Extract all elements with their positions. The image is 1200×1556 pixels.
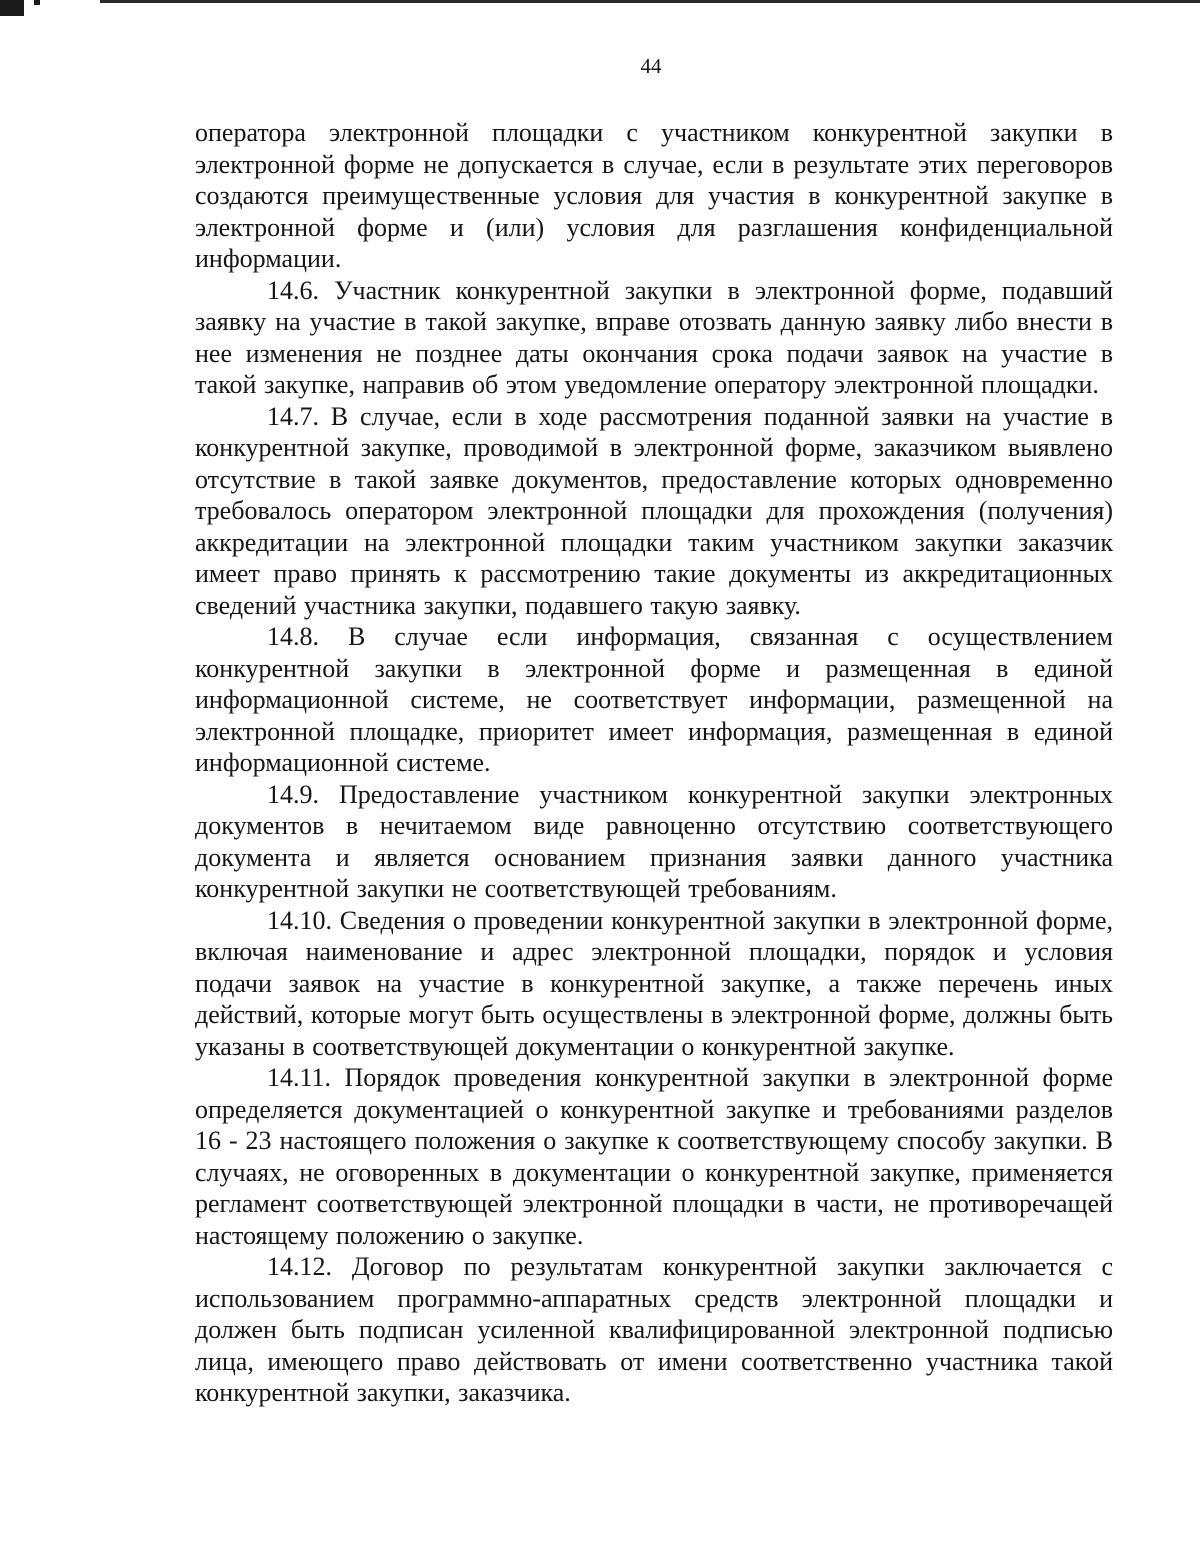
paragraph-14-8: 14.8. В случае если информация, связанная с осуществлением конкурентной закупки в электронной форме и размещенная в единой информационной системе, не соответствует информации, размещенной на электронной площадке, приоритет имеет информация, размещенная в единой информационной системе. (195, 622, 1113, 777)
scan-corner-mark (0, 0, 24, 16)
document-body (195, 117, 1113, 1409)
page-number: 44 (640, 54, 662, 78)
paragraph-14-7: 14.7. В случае, если в ходе рассмотрения поданной заявки на участие в конкурентной закупке, проводимой в электронной форме, заказчиком выявлено отсутствие в такой заявке документов, предоставление которых одновременно требовалось оператором электронной площадки для прохождения (получения) аккредитации на электронной площадки таким участником закупки заказчик имеет право принять к рассмотрению такие документы из аккредитационных сведений участника закупки, подавшего такую заявку. (195, 401, 1113, 620)
paragraph-continuation: оператора электронной площадки с участником конкурентной закупки в электронной форме не допускается в случае, если в результате этих переговоров создаются преимущественные условия для участия в конкурентной закупке в электронной форме и (или) условия для разглашения конфиденциальной информации. (195, 118, 1113, 273)
paragraph-14-11: 14.11. Порядок проведения конкурентной закупки в электронной форме определяется документацией о конкурентной закупке и требованиями разделов 16 - 23 настоящего положения о закупке к соответствующему способу закупки. В случаях, не оговоренных в документации о конкурентной закупке, применяется регламент соответствующей электронной площадки в части, не противоречащей настоящему положению о закупке. (195, 1063, 1113, 1250)
paragraph-14-10: 14.10. Сведения о проведении конкурентной закупки в электронной форме, включая наименование и адрес электронной площадки, порядок и условия подачи заявок на участие в конкурентной закупке, а также перечень иных действий, которые могут быть осуществлены в электронной форме, должны быть указаны в соответствующей документации о конкурентной закупке. (195, 905, 1113, 1061)
paragraph-14-6: 14.6. Участник конкурентной закупки в электронной форме, подавший заявку на участие в такой закупке, вправе отозвать данную заявку либо внести в нее изменения не позднее даты окончания срока подачи заявок на участие в такой закупке, направив об этом уведомление оператору электронной площадки. (195, 275, 1113, 399)
scan-top-border-line (100, 0, 1200, 3)
paragraph-14-12: 14.12. Договор по результатам конкурентной закупки заключается с использованием программно-аппаратных средств электронной площадки и должен быть подписан усиленной квалифицированной электронной подписью лица, имеющего право действовать от имени соответственно участника такой конкурентной закупки, заказчика. (195, 1252, 1113, 1407)
paragraph-14-9: 14.9. Предоставление участником конкурентной закупки электронных документов в нечитаемом виде равноценно отсутствию соответствующего документа и является основанием признания заявки данного участника конкурентной закупки не соответствующей требованиям. (195, 779, 1113, 903)
